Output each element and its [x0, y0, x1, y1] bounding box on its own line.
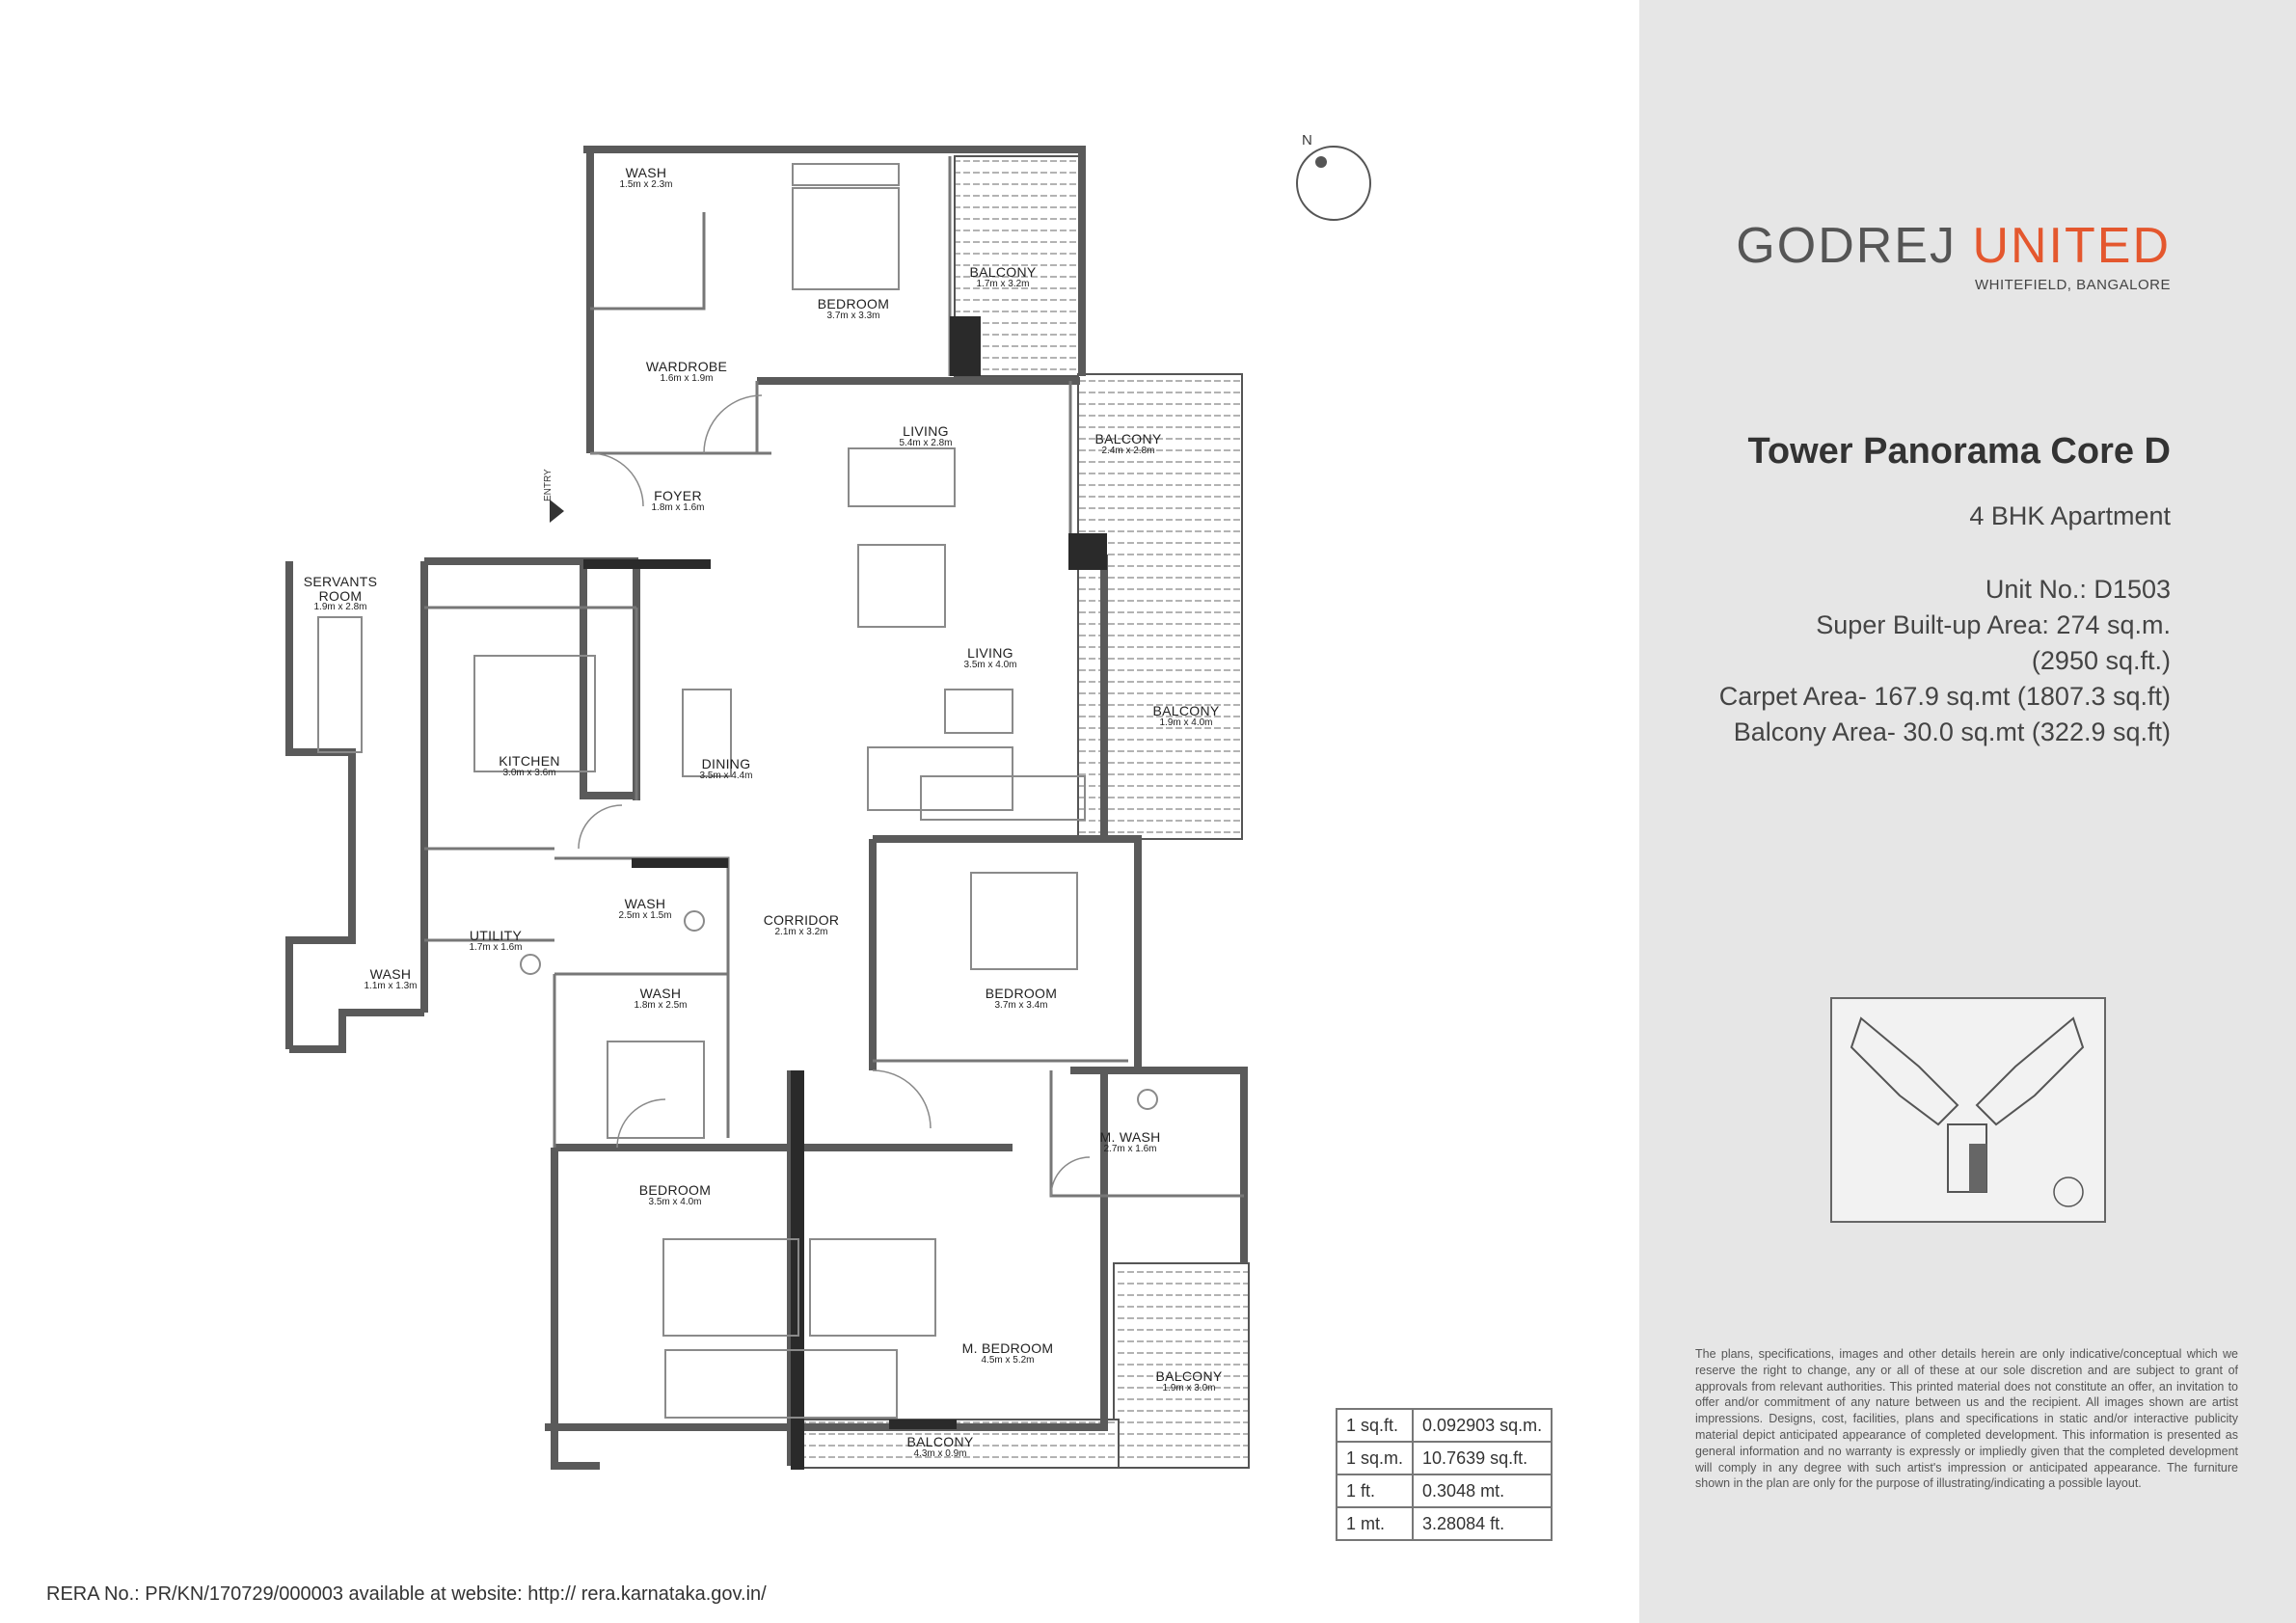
compass: [1297, 147, 1370, 220]
room-bedroom-3: BEDROOM 3.5m x 4.0m: [638, 1182, 712, 1207]
room-utility: UTILITY 1.7m x 1.6m: [469, 928, 523, 953]
conversion-unit: 1 sq.ft.: [1337, 1409, 1413, 1442]
room-balcony-2: BALCONY 2.4m x 2.8m: [1094, 431, 1162, 456]
conversion-table: [1336, 1408, 1553, 1541]
balcony-deck-lower: [1114, 1263, 1249, 1468]
rera-footnote: RERA No.: PR/KN/170729/000003 available at website: http:// rera.karnataka.gov.in/: [46, 1583, 767, 1605]
carpet-area: Carpet Area- 167.9 sq.mt (1807.3 sq.ft): [1718, 682, 2171, 711]
room-balcony-4: BALCONY 1.9m x 3.0m: [1155, 1368, 1223, 1393]
room-foyer: FOYER 1.8m x 1.6m: [651, 488, 705, 513]
conversion-unit: 1 mt.: [1337, 1507, 1413, 1540]
room-master-wash: M. WASH 2.7m x 1.6m: [1099, 1129, 1161, 1154]
conversion-value: 10.7639 sq.ft.: [1413, 1442, 1552, 1474]
balcony-area: Balcony Area- 30.0 sq.mt (322.9 sq.ft): [1733, 717, 2171, 746]
room-wash-1: WASH 1.5m x 2.3m: [619, 165, 673, 190]
room-wardrobe: WARDROBE 1.6m x 1.9m: [645, 359, 728, 384]
brand-logo: GODREJ UNITED: [1736, 218, 2171, 274]
conversion-unit: 1 sq.m.: [1337, 1442, 1413, 1474]
conversion-value: 3.28084 ft.: [1413, 1507, 1552, 1540]
conversion-value: 0.092903 sq.m.: [1413, 1409, 1552, 1442]
apartment-type: 4 BHK Apartment: [1969, 501, 2171, 530]
room-wash-4: WASH 1.8m x 2.5m: [634, 986, 688, 1011]
conversion-row: [1337, 1409, 1552, 1442]
entry-label: ENTRY: [543, 469, 554, 501]
tower-title: Tower Panorama Core D: [1747, 431, 2171, 472]
brand-location: WHITEFIELD, BANGALORE: [1974, 277, 2171, 293]
room-balcony-3: BALCONY 1.9m x 4.0m: [1152, 703, 1220, 728]
disclaimer-text: The plans, specifications, images and other details herein are only indicative/conceptual which we reserve the right to change, any or all of these at our sole discretion and are subject to grant of approvals from relevant authorities. This printed material does not constitute an offer, an invitation to offer and/or commitment of any nature between us and the recipient. All images shown are artist impressions. Designs, cost, facilities, plans and specifications in static and/or interactive publicity material depict anticipated appearance of completed development. This information is presented as general information and no warranty is expressly or impliedly given that the completed development will comply in any degree with such artist's impression or anticipated appearance. The furniture shown in the plan are only for the purpose of illustrating/indicating a possible layout.: [1695, 1347, 2238, 1491]
room-bedroom-1: BEDROOM 3.7m x 3.3m: [817, 296, 890, 321]
room-bedroom-2: BEDROOM 3.7m x 3.4m: [985, 986, 1058, 1011]
room-living-1: LIVING 5.4m x 2.8m: [899, 423, 953, 448]
room-servants: SERVANTS ROOM 1.9m x 2.8m: [303, 574, 378, 613]
room-balcony-5: BALCONY 4.3m x 0.9m: [906, 1434, 974, 1459]
walls: [289, 149, 1244, 1466]
north-label: N: [1302, 132, 1312, 149]
room-dining: DINING 3.5m x 4.4m: [699, 756, 753, 781]
conversion-row: [1337, 1442, 1552, 1474]
key-plan: [1830, 997, 2106, 1223]
info-panel: [1639, 0, 2296, 1623]
entry-arrow: [550, 500, 564, 523]
super-built-up-area-sqft: (2950 sq.ft.): [2031, 646, 2171, 675]
unit-number: Unit No.: D1503: [1985, 575, 2171, 604]
room-wash-3: WASH 1.1m x 1.3m: [364, 966, 418, 991]
room-living-2: LIVING 3.5m x 4.0m: [963, 645, 1017, 670]
key-plan-drawing: [1832, 999, 2104, 1221]
conversion-value: 0.3048 mt.: [1413, 1474, 1552, 1507]
unit-details: [1719, 572, 2171, 750]
conversion-row: [1337, 1507, 1552, 1540]
room-kitchen: KITCHEN 3.0m x 3.6m: [499, 753, 560, 778]
super-built-up-area: Super Built-up Area: 274 sq.m.: [1816, 610, 2171, 639]
conversion-row: [1337, 1474, 1552, 1507]
room-corridor: CORRIDOR 2.1m x 3.2m: [763, 912, 840, 937]
conversion-unit: 1 ft.: [1337, 1474, 1413, 1507]
room-wash-2: WASH 2.5m x 1.5m: [618, 896, 672, 921]
room-master-bedroom: M. BEDROOM 4.5m x 5.2m: [961, 1340, 1054, 1366]
room-balcony-1: BALCONY 1.7m x 3.2m: [969, 264, 1037, 289]
